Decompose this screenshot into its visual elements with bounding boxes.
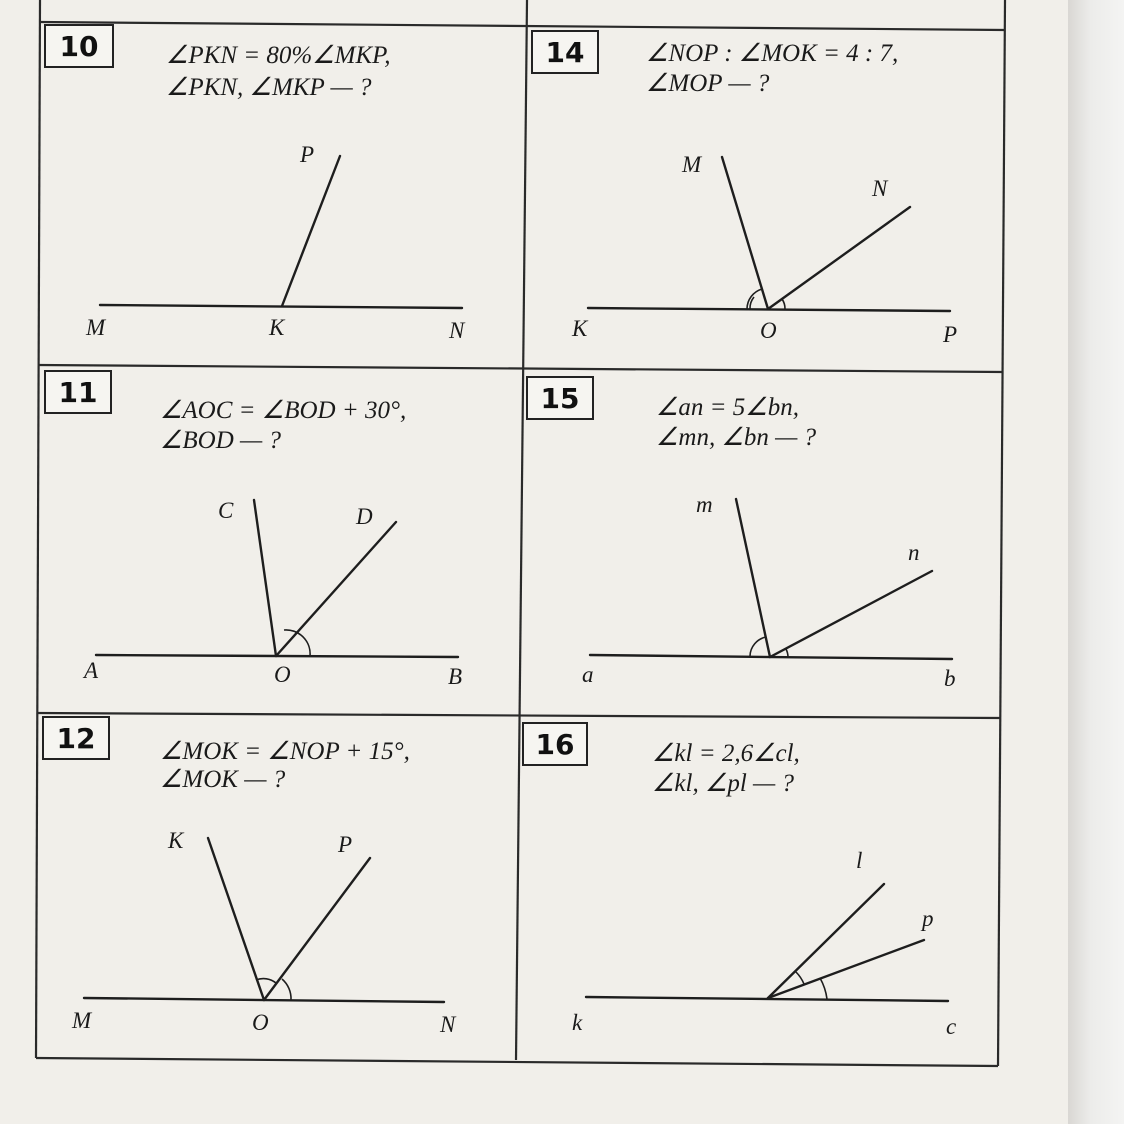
point-label: b: [944, 666, 956, 691]
point-label: D: [356, 504, 373, 529]
problem-question: ∠MOK — ?: [160, 766, 286, 793]
problem-question: ∠PKN, ∠MKP — ?: [166, 74, 372, 101]
point-label: M: [72, 1008, 92, 1033]
vertex-label: O: [274, 662, 291, 687]
problem-number: 11: [44, 370, 112, 414]
point-label: K: [168, 828, 184, 853]
ray-l: [768, 884, 884, 998]
vertex-label: K: [269, 315, 285, 340]
point-label: A: [84, 658, 99, 683]
point-label: B: [448, 664, 463, 689]
point-label: N: [449, 318, 465, 343]
point-label: P: [300, 142, 315, 167]
problem-condition: ∠AOC = ∠BOD + 30°,: [160, 397, 407, 424]
point-label: n: [908, 540, 920, 565]
problem-condition: ∠PKN = 80%∠MKP,: [166, 42, 391, 69]
vertex-label: O: [760, 318, 777, 343]
problem-number: 16: [522, 722, 588, 766]
point-label: a: [582, 662, 594, 687]
problem-condition: ∠kl = 2,6∠cl,: [652, 740, 800, 767]
problem-question: ∠kl, ∠pl — ?: [652, 770, 795, 797]
point-label: N: [440, 1012, 456, 1037]
point-label: K: [572, 316, 588, 341]
problem-question: ∠BOD — ?: [160, 427, 282, 454]
point-label: M: [682, 152, 702, 177]
problem-number: 10: [44, 24, 114, 68]
problem-number: 15: [526, 376, 594, 420]
angle-arc: [820, 978, 827, 999]
problem-condition: ∠NOP : ∠MOK = 4 : 7,: [646, 40, 899, 67]
problem-number: 14: [531, 30, 599, 74]
vertex-label: O: [252, 1010, 269, 1035]
problem-question: ∠mn, ∠bn — ?: [656, 424, 817, 451]
angle-arc: [796, 972, 804, 984]
point-label: p: [922, 906, 934, 931]
point-label: P: [943, 322, 958, 347]
point-label: k: [572, 1010, 583, 1035]
point-label: c: [946, 1014, 957, 1039]
point-label: P: [338, 832, 353, 857]
problem-condition: ∠an = 5∠bn,: [656, 394, 799, 421]
ray-p: [768, 940, 924, 998]
point-label: N: [872, 176, 888, 201]
point-label: l: [856, 848, 863, 873]
point-label: M: [86, 315, 106, 340]
problem-number: 12: [42, 716, 110, 760]
problem-condition: ∠MOK = ∠NOP + 15°,: [160, 738, 410, 765]
point-label: C: [218, 498, 234, 523]
problem-question: ∠MOP — ?: [646, 70, 770, 97]
point-label: m: [696, 492, 713, 517]
